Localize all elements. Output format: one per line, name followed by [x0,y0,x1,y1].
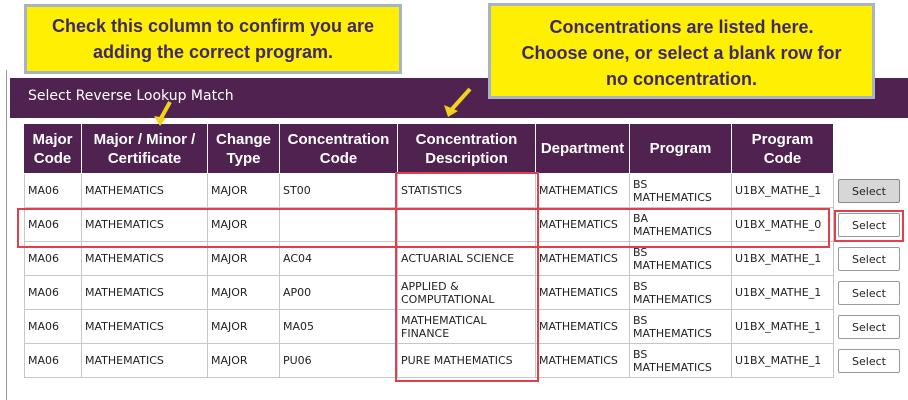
header-concentration-description: Concentration Description [398,124,536,174]
cell-department: MATHEMATICS [536,276,630,310]
cell-major-code: MA06 [24,208,82,242]
cell-program: BS MATHEMATICS [630,276,732,310]
table-header-row [24,124,908,174]
cell-department: MATHEMATICS [536,208,630,242]
cell-concentration-code: AP00 [280,276,398,310]
cell-department: MATHEMATICS [536,344,630,378]
cell-major: MATHEMATICS [82,310,208,344]
cell-major-code: MA06 [24,242,82,276]
select-button[interactable]: Select [838,179,900,203]
header-department: Department [536,124,630,174]
cell-program-code: U1BX_MATHE_1 [732,344,834,378]
cell-major-code: MA06 [24,276,82,310]
cell-concentration-description: APPLIED & COMPUTATIONAL [398,276,536,310]
callout-check-column: Check this column to confirm you are adding the correct program. [24,4,402,74]
cell-concentration-description: STATISTICS [398,174,536,208]
cell-change-type: MAJOR [208,276,280,310]
cell-department: MATHEMATICS [536,242,630,276]
cell-program: BS MATHEMATICS [630,174,732,208]
cell-action [834,344,908,378]
header-major-minor: Major / Minor / Certificate [82,124,208,174]
cell-concentration-description: MATHEMATICAL FINANCE [398,310,536,344]
header-concentration-code: Concentration Code [280,124,398,174]
cell-major: MATHEMATICS [82,208,208,242]
header-major-code: Major Code [24,124,82,174]
header-program: Program [630,124,732,174]
select-button[interactable]: Select [838,247,900,271]
cell-major: MATHEMATICS [82,344,208,378]
cell-program: BS MATHEMATICS [630,310,732,344]
cell-concentration-description: PURE MATHEMATICS [398,344,536,378]
cell-change-type: MAJOR [208,344,280,378]
cell-major-code: MA06 [24,174,82,208]
cell-action [834,242,908,276]
cell-concentration-code: PU06 [280,344,398,378]
cell-change-type: MAJOR [208,174,280,208]
header-program-code: Program Code [732,124,834,174]
cell-concentration-code: ST00 [280,174,398,208]
cell-program: BA MATHEMATICS [630,208,732,242]
cell-program-code: U1BX_MATHE_0 [732,208,834,242]
arrow-down-icon [440,85,476,119]
cell-program-code: U1BX_MATHE_1 [732,174,834,208]
arrow-down-icon [150,98,180,128]
cell-major-code: MA06 [24,344,82,378]
cell-action [834,310,908,344]
cell-action [834,276,908,310]
cell-department: MATHEMATICS [536,174,630,208]
cell-department: MATHEMATICS [536,310,630,344]
cell-concentration-code: AC04 [280,242,398,276]
select-button[interactable]: Select [838,349,900,373]
cell-program: BS MATHEMATICS [630,242,732,276]
concentration-column-highlight [395,172,539,382]
blank-row-highlight [17,208,830,248]
callout-concentrations: Concentrations are listed here. Choose one, or select a blank row for no concentration. [488,3,875,99]
select-button[interactable]: Select [838,315,900,339]
cell-change-type: MAJOR [208,208,280,242]
header-action [834,124,908,174]
select-button[interactable]: Select [838,213,900,237]
cell-major: MATHEMATICS [82,174,208,208]
window-title: Select Reverse Lookup Match [28,88,234,104]
cell-concentration-description: ACTUARIAL SCIENCE [398,242,536,276]
header-change-type: Change Type [208,124,280,174]
cell-program-code: U1BX_MATHE_1 [732,310,834,344]
cell-major-code: MA06 [24,310,82,344]
cell-concentration-code: MA05 [280,310,398,344]
cell-program-code: U1BX_MATHE_1 [732,276,834,310]
cell-change-type: MAJOR [208,242,280,276]
select-button-highlight [834,210,904,242]
cell-program-code: U1BX_MATHE_1 [732,242,834,276]
cell-change-type: MAJOR [208,310,280,344]
select-button[interactable]: Select [838,281,900,305]
cell-program: BS MATHEMATICS [630,344,732,378]
cell-action [834,174,908,208]
cell-major: MATHEMATICS [82,276,208,310]
cell-major: MATHEMATICS [82,242,208,276]
